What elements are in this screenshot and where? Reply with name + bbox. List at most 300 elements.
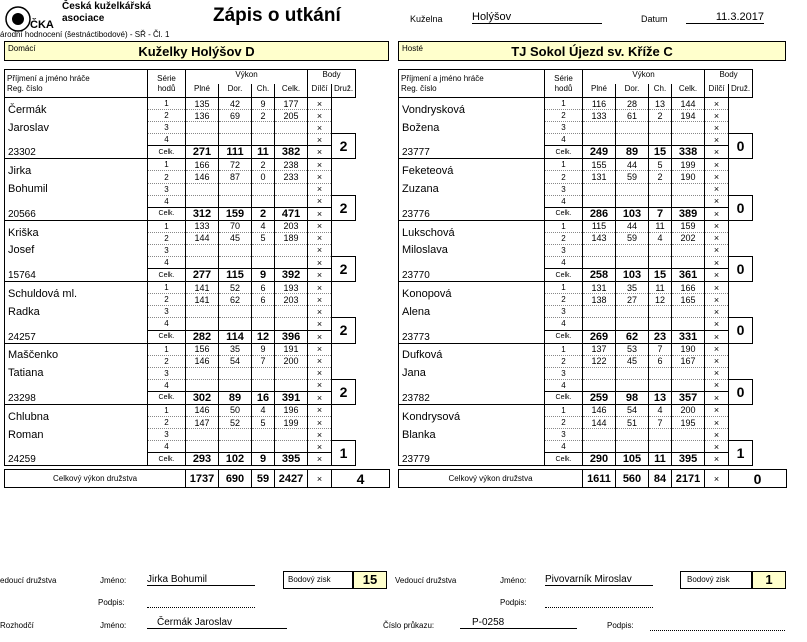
series-dor [219,195,252,207]
player-points: 2 [332,318,356,343]
summary-label: Celkový výkon družstva [5,470,186,488]
home-signature-line[interactable] [147,607,255,608]
home-zisk-value: 15 [353,571,387,589]
series-plne: 155 [583,159,616,171]
player-total-row [399,269,787,282]
away-leader-name: Pivovarník Miroslav [545,574,653,586]
series-cross: × [308,220,332,232]
series-number: 2 [148,110,186,122]
player-points: 0 [729,195,753,220]
series-number: 3 [545,122,583,134]
home-score-table [4,69,390,488]
total-plne: 258 [583,269,616,282]
total-dor: 98 [616,391,649,404]
series-dor: 59 [616,171,649,183]
series-plne [583,257,616,269]
series-dor [219,318,252,330]
series-ch [252,183,275,195]
total-ch: 9 [252,453,275,466]
series-celk: 190 [672,171,705,183]
total-ch: 15 [649,146,672,159]
player-total-row [399,146,787,159]
points-spacer [729,282,753,318]
series-ch [649,429,672,441]
series-dor: 45 [616,355,649,367]
series-cross: × [308,171,332,183]
series-ch: 7 [649,343,672,355]
name-header [5,70,148,98]
series-cross: × [308,441,332,453]
total-celk: 389 [672,207,705,220]
series-ch [649,257,672,269]
total-dor: 105 [616,453,649,466]
series-ch: 6 [252,294,275,306]
total-dor: 89 [219,391,252,404]
celk-label: Celk. [545,207,583,220]
series-dor: 59 [616,232,649,244]
series-dor: 53 [616,343,649,355]
series-cross: × [308,318,332,330]
player-firstname: Roman [5,429,148,453]
summary-dor: 560 [616,470,649,488]
series-cross: × [308,134,332,146]
series-celk [275,429,308,441]
series-cross: × [705,183,729,195]
series-ch: 4 [649,404,672,416]
series-cross: × [705,441,729,453]
points-spacer [332,343,356,379]
summary-celk: 2427 [275,470,308,488]
player-reg-number: 23776 [399,207,545,220]
series-number: 1 [545,282,583,294]
series-number: 1 [148,343,186,355]
series-row [399,429,787,441]
series-plne: 147 [186,416,219,428]
series-plne [583,183,616,195]
series-celk: 200 [672,404,705,416]
total-celk: 392 [275,269,308,282]
series-ch [252,306,275,318]
series-cross: × [308,244,332,256]
player-surname: Schuldová ml. [5,282,148,306]
name-header-line1: Příjmení a jméno hráče [401,73,484,83]
series-dor: 52 [219,416,252,428]
series-plne: 143 [583,232,616,244]
series-plne: 146 [186,404,219,416]
ch-header: Ch. [252,84,275,98]
celk-label: Celk. [545,269,583,282]
series-cross: × [308,282,332,294]
series-ch [649,183,672,195]
total-plne: 286 [583,207,616,220]
series-dor: 28 [616,98,649,110]
total-plne: 249 [583,146,616,159]
series-celk [275,122,308,134]
series-celk: 199 [672,159,705,171]
series-number: 3 [148,429,186,441]
total-cross: × [308,207,332,220]
home-leader-label: edoucí družstva [0,576,57,585]
series-dor: 51 [616,416,649,428]
series-celk: 200 [275,355,308,367]
series-celk [275,134,308,146]
away-score-table [398,69,787,488]
player-surname: Lukschová [399,220,545,244]
series-plne [583,306,616,318]
series-number: 2 [148,232,186,244]
series-dor: 87 [219,171,252,183]
total-plne: 259 [583,391,616,404]
series-row [5,159,390,171]
total-plne: 271 [186,146,219,159]
series-ch [649,379,672,391]
series-plne: 122 [583,355,616,367]
home-side-label: Domácí [8,44,36,53]
total-cross: × [308,330,332,343]
series-plne: 115 [583,220,616,232]
series-celk: 190 [672,343,705,355]
header-spacer [753,70,787,98]
player-firstname: Miloslava [399,244,545,268]
series-ch: 5 [252,232,275,244]
home-zisk-label: Bodový zisk [283,571,353,589]
summary-ch: 59 [252,470,275,488]
player-points: 1 [729,441,753,466]
series-celk [275,244,308,256]
total-celk: 338 [672,146,705,159]
series-ch [252,379,275,391]
series-plne [186,195,219,207]
series-celk [672,134,705,146]
series-celk: 203 [275,294,308,306]
series-cross: × [308,183,332,195]
series-ch [649,244,672,256]
series-number: 1 [545,220,583,232]
series-ch [252,195,275,207]
total-ch: 15 [649,269,672,282]
total-plne: 282 [186,330,219,343]
series-dor [616,379,649,391]
player-firstname: Jaroslav [5,122,148,146]
away-signature-line[interactable] [545,607,653,608]
total-cross: × [308,269,332,282]
total-dor: 159 [219,207,252,220]
celk-label: Celk. [545,146,583,159]
home-leader-name: Jirka Bohumil [147,574,255,586]
series-plne: 144 [186,232,219,244]
series-ch [649,318,672,330]
series-number: 1 [148,282,186,294]
series-dor [219,134,252,146]
series-plne [186,306,219,318]
series-dor: 45 [219,232,252,244]
series-plne: 136 [186,110,219,122]
series-cross: × [705,416,729,428]
series-ch: 9 [252,98,275,110]
series-cross: × [705,355,729,367]
series-number: 1 [148,220,186,232]
series-dor: 62 [219,294,252,306]
points-spacer [729,98,753,134]
series-plne [583,244,616,256]
series-row [399,122,787,134]
series-cross: × [705,343,729,355]
summary-dor: 690 [219,470,252,488]
player-surname: Kriška [5,220,148,244]
home-team-name: Kuželky Holýšov D [138,44,255,59]
series-celk: 194 [672,110,705,122]
series-plne [583,134,616,146]
serie-header-line2: hodů [554,83,573,93]
series-row [5,282,390,294]
series-celk [672,257,705,269]
series-cross: × [308,257,332,269]
series-cross: × [705,379,729,391]
total-celk: 382 [275,146,308,159]
referee-label: Rozhodčí [0,621,34,630]
total-cross: × [705,146,729,159]
celk-label: Celk. [545,453,583,466]
series-cross: × [705,110,729,122]
series-plne [186,244,219,256]
series-ch [252,429,275,441]
total-celk: 395 [672,453,705,466]
series-celk: 199 [275,416,308,428]
series-row [399,183,787,195]
total-cross: × [705,391,729,404]
celk-header: Celk. [672,84,705,98]
away-jmeno-label: Jméno: [500,576,527,585]
body-header: Body [308,70,356,84]
total-celk: 331 [672,330,705,343]
series-row [399,367,787,379]
series-number: 2 [545,416,583,428]
series-dor [616,306,649,318]
series-plne: 146 [583,404,616,416]
series-number: 4 [545,257,583,269]
series-plne [186,379,219,391]
player-total-row [399,207,787,220]
points-spacer [729,220,753,256]
total-cross: × [705,453,729,466]
series-number: 2 [148,171,186,183]
plne-header: Plné [583,84,616,98]
org-line2: asociace [62,13,105,24]
series-plne [583,379,616,391]
celk-label: Celk. [545,330,583,343]
series-cross: × [308,232,332,244]
series-cross: × [705,306,729,318]
total-celk: 361 [672,269,705,282]
player-reg-number: 24259 [5,453,148,466]
celk-label: Celk. [148,391,186,404]
series-dor [219,306,252,318]
series-cross: × [308,416,332,428]
series-cross: × [705,282,729,294]
series-ch: 11 [649,282,672,294]
series-dor [219,379,252,391]
plne-header: Plné [186,84,219,98]
datum-value: 11.3.2017 [686,11,764,24]
series-plne [583,429,616,441]
series-plne [583,367,616,379]
series-number: 2 [545,355,583,367]
series-number: 2 [148,416,186,428]
series-celk [672,379,705,391]
total-ch: 23 [649,330,672,343]
points-spacer [332,159,356,195]
points-spacer [729,343,753,379]
series-cross: × [705,232,729,244]
series-row [399,282,787,294]
series-cross: × [308,379,332,391]
series-number: 4 [545,134,583,146]
series-plne: 144 [583,416,616,428]
series-celk: 205 [275,110,308,122]
series-cross: × [705,134,729,146]
series-ch: 5 [252,416,275,428]
series-plne: 146 [186,355,219,367]
svg-text:ČKA: ČKA [30,19,54,31]
series-dor: 42 [219,98,252,110]
total-cross: × [308,146,332,159]
series-plne: 133 [583,110,616,122]
series-dor [616,183,649,195]
series-number: 4 [148,195,186,207]
total-dor: 115 [219,269,252,282]
page-title: Zápis o utkání [213,5,341,26]
team-points: 4 [332,470,390,488]
vykon-header: Výkon [583,70,705,84]
player-firstname: Josef [5,244,148,268]
series-number: 4 [545,318,583,330]
player-total-row [399,330,787,343]
home-jmeno-label: Jméno: [100,576,127,585]
series-dor [219,367,252,379]
series-plne [186,257,219,269]
total-ch: 16 [252,391,275,404]
series-dor [616,244,649,256]
summary-celk: 2171 [672,470,705,488]
series-dor [219,122,252,134]
player-surname: Konopová [399,282,545,306]
series-row [5,343,390,355]
series-number: 3 [148,306,186,318]
series-plne [583,195,616,207]
series-dor [616,441,649,453]
series-ch [649,195,672,207]
total-celk: 357 [672,391,705,404]
series-row [399,306,787,318]
series-cross: × [705,171,729,183]
away-team-name: TJ Sokol Újezd sv. Kříže C [511,44,673,59]
player-firstname: Jana [399,367,545,391]
series-celk: 191 [275,343,308,355]
series-celk: 166 [672,282,705,294]
total-ch: 9 [252,269,275,282]
series-cross: × [705,122,729,134]
serie-header [148,70,186,98]
player-surname: Jirka [5,159,148,183]
player-firstname: Alena [399,306,545,330]
series-number: 4 [545,195,583,207]
player-points: 2 [332,195,356,220]
referee-podpis-label: Podpis: [607,621,634,630]
total-dor: 111 [219,146,252,159]
series-celk [275,195,308,207]
series-dor [219,441,252,453]
series-plne: 156 [186,343,219,355]
total-plne: 269 [583,330,616,343]
name-header-line2: Reg. číslo [401,83,437,93]
total-dor: 62 [616,330,649,343]
team-points: 0 [729,470,787,488]
series-plne [186,441,219,453]
series-cross: × [705,195,729,207]
series-number: 2 [545,110,583,122]
series-dor: 69 [219,110,252,122]
dilci-header: Dílčí [705,84,729,98]
series-ch [252,134,275,146]
series-dor: 54 [219,355,252,367]
series-celk [672,122,705,134]
player-points: 2 [332,257,356,282]
series-ch: 5 [649,159,672,171]
player-reg-number: 23779 [399,453,545,466]
series-plne [186,367,219,379]
total-cross: × [705,269,729,282]
series-ch [649,306,672,318]
series-number: 3 [545,183,583,195]
series-dor: 44 [616,220,649,232]
series-ch [649,134,672,146]
series-cross: × [308,306,332,318]
referee-signature-line[interactable] [650,630,785,631]
series-celk [672,183,705,195]
series-celk [672,441,705,453]
series-ch [252,257,275,269]
series-number: 1 [545,343,583,355]
player-reg-number: 23782 [399,391,545,404]
series-cross: × [308,195,332,207]
celk-label: Celk. [148,207,186,220]
druz-header: Druž. [729,84,753,98]
series-celk: 189 [275,232,308,244]
org-name [62,1,151,25]
ch-header: Ch. [649,84,672,98]
celk-label: Celk. [545,391,583,404]
prukaz-value: P-0258 [460,617,577,629]
series-dor: 70 [219,220,252,232]
series-cross: × [308,367,332,379]
series-ch: 0 [252,171,275,183]
series-dor: 44 [616,159,649,171]
series-dor [616,429,649,441]
series-plne: 166 [186,159,219,171]
series-celk [275,441,308,453]
series-plne [186,429,219,441]
series-ch [252,122,275,134]
series-plne [583,441,616,453]
series-cross: × [308,294,332,306]
series-ch: 2 [252,110,275,122]
player-points: 0 [729,379,753,404]
series-number: 3 [148,122,186,134]
series-ch: 9 [252,343,275,355]
referee-name: Čermák Jaroslav [147,617,287,629]
series-ch: 2 [649,171,672,183]
away-podpis-label: Podpis: [500,598,527,607]
